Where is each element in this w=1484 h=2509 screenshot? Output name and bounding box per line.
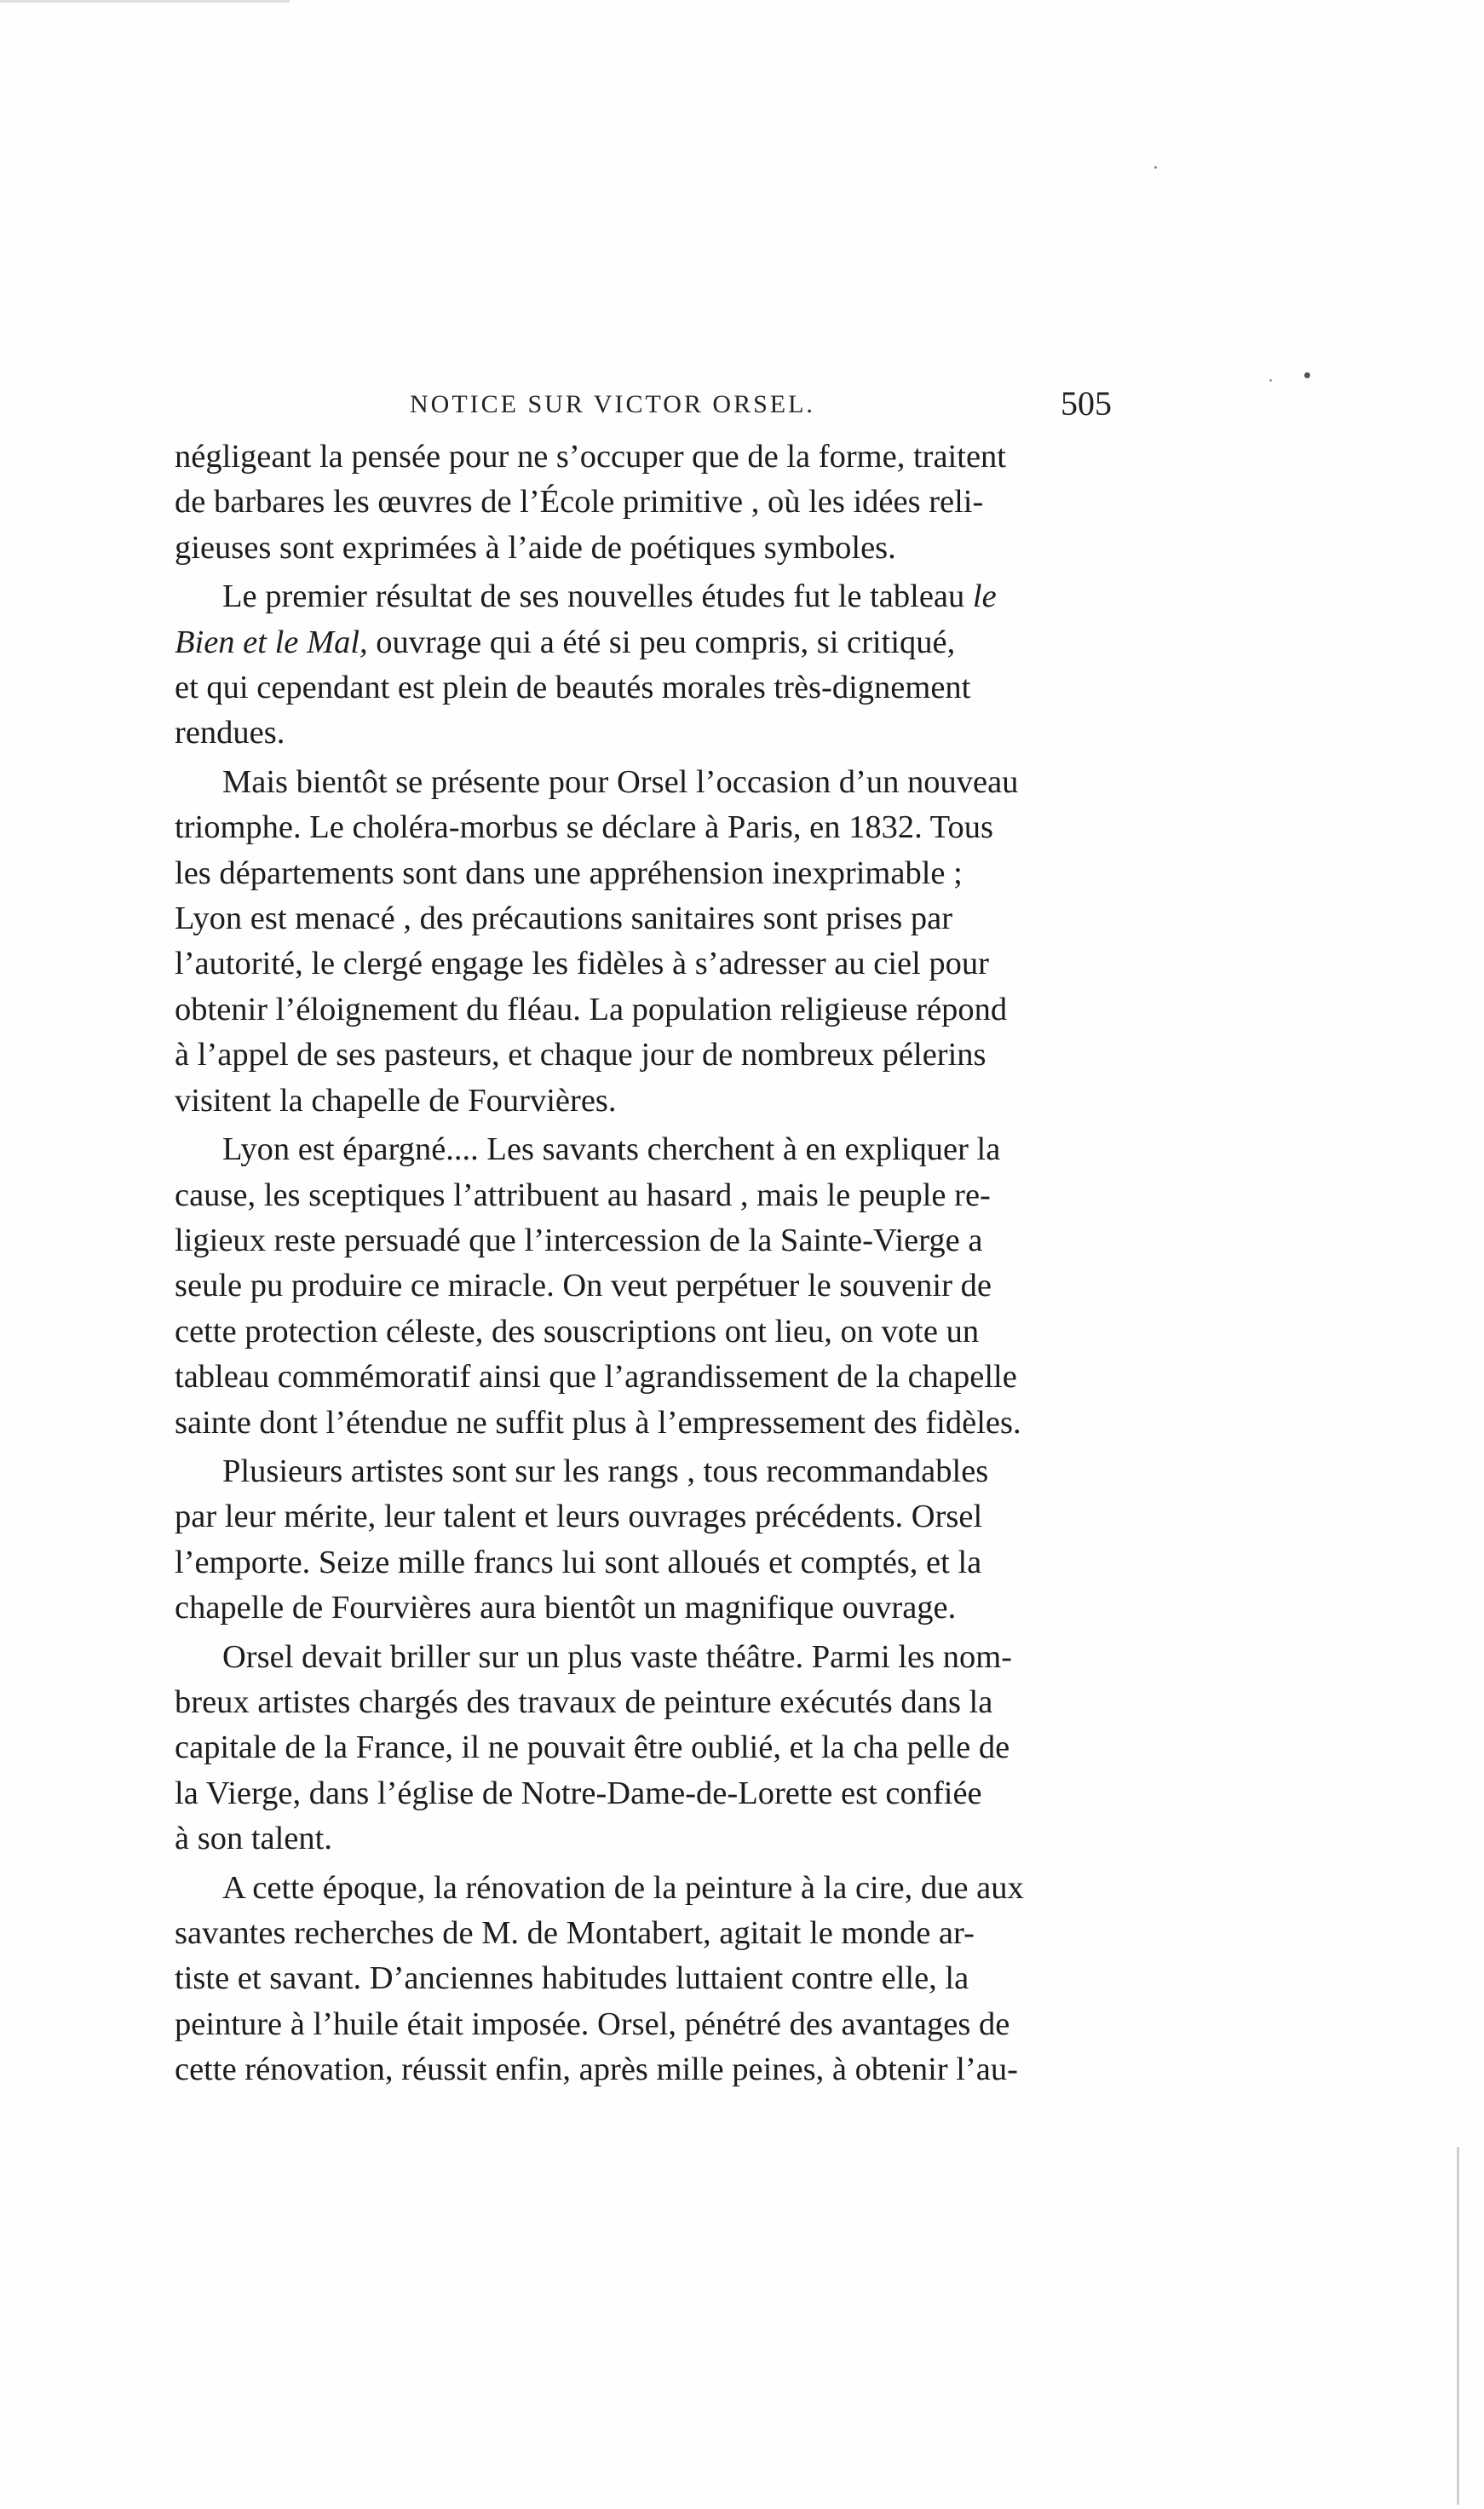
- text-line: rendues.: [175, 715, 285, 751]
- text-run: ouvrage qui a été si peu compris, si critiqué,: [367, 624, 956, 660]
- text-line: chapelle de Fourvières aura bientôt un magnifique ouvrage.: [175, 1590, 957, 1626]
- text-line: triomphe. Le choléra-morbus se déclare à Paris, en 1832. Tous: [175, 809, 993, 846]
- text-line: de barbares les œuvres de l’École primitive , où les idées reli-: [175, 484, 984, 521]
- text-line: Mais bientôt se présente pour Orsel l’occasion d’un nouveau: [222, 763, 1019, 800]
- text-line: [175, 620, 1112, 665]
- text-line: les départements sont dans une appréhension inexprimable ;: [175, 855, 963, 891]
- text-line: ligieux reste persuadé que l’intercession de la Sainte-Vierge a: [175, 1222, 983, 1258]
- text-line: [175, 574, 1112, 619]
- text-line: par leur mérite, leur talent et leurs ouvrages précédents. Orsel: [175, 1499, 983, 1535]
- body-text: [175, 434, 1112, 2097]
- running-head: [175, 383, 1112, 434]
- text-line: négligeant la pensée pour ne s’occuper que de la forme, traitent: [175, 439, 1006, 475]
- text-line: breux artistes chargés des travaux de peinture exécutés dans la: [175, 1683, 993, 1720]
- paragraph-4: [175, 1127, 1112, 1446]
- paragraph-2: [175, 574, 1112, 757]
- text-line: cause, les sceptiques l’attribuent au hasard , mais le peuple re-: [175, 1177, 991, 1213]
- text-line: obtenir l’éloignement du fléau. La population religieuse répond: [175, 991, 1008, 1027]
- text-line: Orsel devait briller sur un plus vaste théâtre. Parmi les nom-: [222, 1638, 1012, 1675]
- text-line: peinture à l’huile était imposée. Orsel, pénétré des avantages de: [175, 2005, 1010, 2042]
- text-line: Lyon est épargné.... Les savants cherchent à en expliquer la: [222, 1131, 1001, 1168]
- text-line: cette rénovation, réussit enfin, après mille peines, à obtenir l’au-: [175, 2052, 1018, 2088]
- italic-title: Bien et le Mal,: [175, 624, 368, 660]
- text-line: seule pu produire ce miracle. On veut perpétuer le souvenir de: [175, 1268, 992, 1304]
- text-line: l’emporte. Seize mille francs lui sont alloués et comptés, et la: [175, 1544, 982, 1580]
- paragraph-3: [175, 760, 1112, 1124]
- paragraph-1: [175, 434, 1112, 571]
- paragraph-7: [175, 1866, 1112, 2093]
- text-line: et qui cependant est plein de beautés morales très-dignement: [175, 670, 971, 706]
- paragraph-6: [175, 1635, 1112, 1862]
- scan-speck: [1304, 372, 1310, 378]
- text-line: visitent la chapelle de Fourvières.: [175, 1082, 617, 1119]
- text-line: tiste et savant. D’anciennes habitudes luttaient contre elle, la: [175, 1960, 969, 1997]
- text-line: A cette époque, la rénovation de la peinture à la cire, due aux: [222, 1869, 1024, 1906]
- text-line: Lyon est menacé , des précautions sanitaires sont prises par: [175, 901, 953, 937]
- text-line: Plusieurs artistes sont sur les rangs , tous recommandables: [222, 1453, 989, 1489]
- text-line: savantes recherches de M. de Montabert, agitait le monde ar-: [175, 1915, 975, 1951]
- text-line: à son talent.: [175, 1821, 332, 1857]
- page-edge-mark: [0, 0, 290, 3]
- text-line: la Vierge, dans l’église de Notre-Dame-de-Lorette est confiée: [175, 1775, 982, 1811]
- text-line: à l’appel de ses pasteurs, et chaque jour de nombreux pélerins: [175, 1037, 986, 1073]
- text-line: cette protection céleste, des souscriptions ont lieu, on vote un: [175, 1313, 980, 1349]
- text-line: gieuses sont exprimées à l’aide de poétiques symboles.: [175, 529, 896, 566]
- paragraph-5: [175, 1449, 1112, 1631]
- running-title: NOTICE SUR VICTOR ORSEL.: [410, 390, 815, 418]
- text-line: tableau commémoratif ainsi que l’agrandissement de la chapelle: [175, 1359, 1017, 1395]
- scan-speck: [1269, 379, 1272, 382]
- text-run: Le premier résultat de ses nouvelles études fut le tableau: [222, 578, 973, 615]
- page-edge-mark: [1457, 2147, 1459, 2505]
- page-number: 505: [1061, 384, 1112, 423]
- text-line: l’autorité, le clergé engage les fidèles à s’adresser au ciel pour: [175, 946, 989, 982]
- text-line: capitale de la France, il ne pouvait être oublié, et la cha pelle de: [175, 1729, 1010, 1766]
- scan-speck: [1154, 166, 1157, 169]
- text-line: sainte dont l’étendue ne suffit plus à l’empressement des fidèles.: [175, 1404, 1021, 1441]
- italic-title: le: [972, 578, 997, 615]
